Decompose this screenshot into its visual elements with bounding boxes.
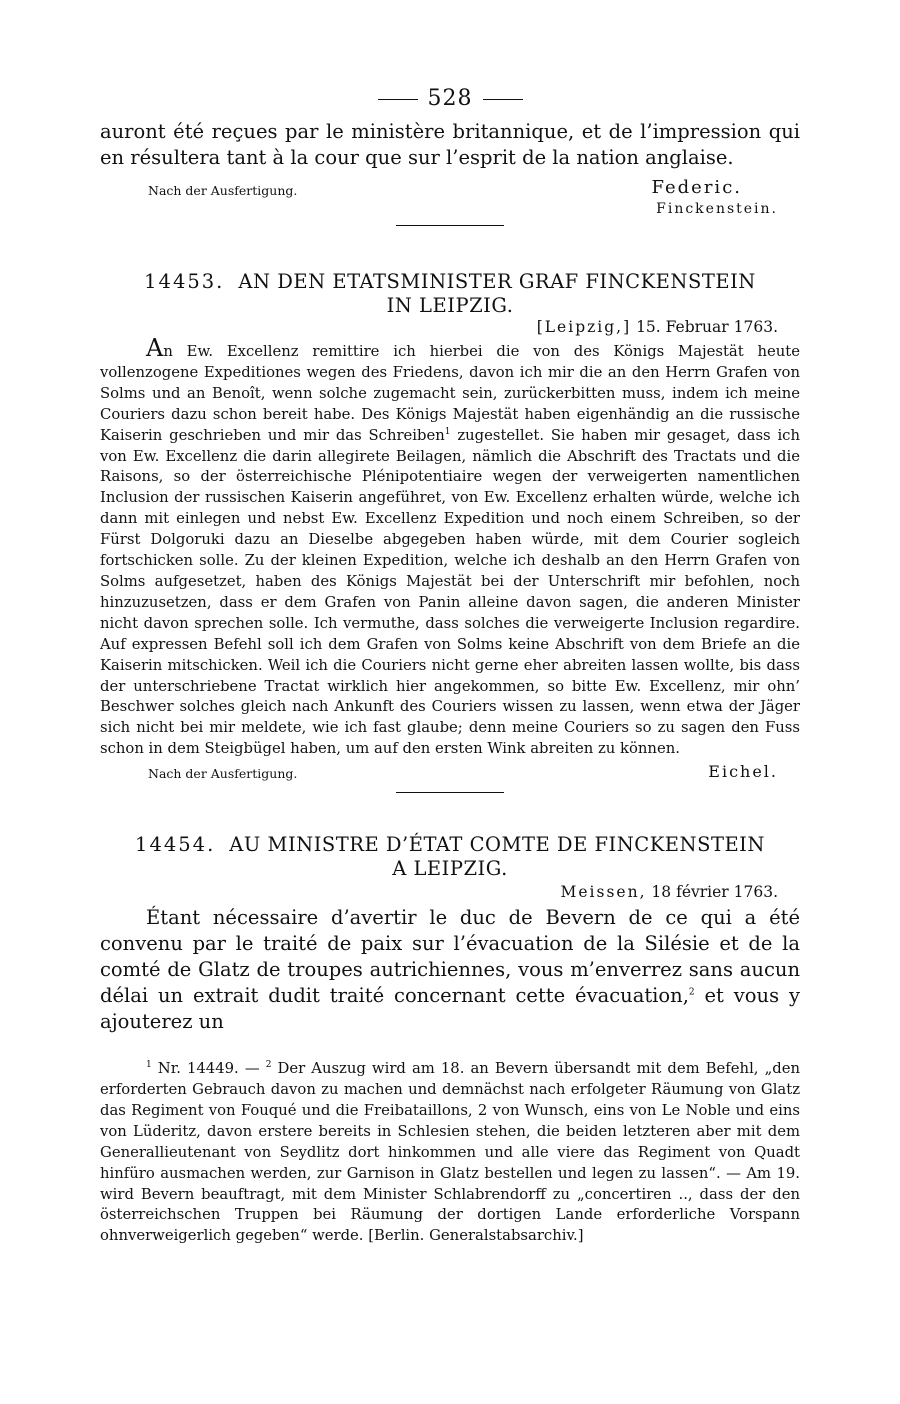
continuation-signer-1: Federic. — [651, 177, 742, 198]
continuation-signature-row — [100, 177, 800, 199]
page-number: 528 — [427, 86, 473, 111]
letter-14453 — [100, 270, 800, 793]
section-rule-2 — [396, 792, 504, 793]
header-dash-right — [483, 99, 523, 100]
footnote-ref-2: 2 — [688, 987, 695, 998]
header-dash-left — [378, 99, 418, 100]
letter-14453-signature-row — [100, 762, 800, 784]
page — [100, 86, 800, 1247]
page-header — [100, 86, 800, 111]
letter-14454-number: 14454. — [135, 833, 216, 857]
letter-14453-heading — [100, 270, 800, 294]
letter-14453-date: 15. Februar 1763. — [631, 318, 778, 336]
continuation-signer-2: Finckenstein. — [656, 201, 778, 217]
letter-14453-body-part-1: n Ew. Excellenz remittire ich hierbei die von des Königs Majestät heute vollenzogene Expeditiones wegen des Friedens, davon ich mir die an den Herrn Grafen von Solms und an Benoît, wenn solche zugemacht sein, zurückerbitten muss, indem ich meine Couriers dazu schon bereit habe. Des Königs Majestät haben eigenhändig an die russische Kaiserin geschrieben und mir das Schreiben — [100, 343, 800, 444]
letter-14453-date-place: [Leipzig,] — [536, 318, 632, 336]
continuation-paragraph: auront été reçues par le ministère britannique, et de l’impression qui en résultera tant à la cour que sur l’esprit de la nation anglaise. — [100, 120, 800, 169]
letter-14453-signer: Eichel. — [708, 762, 778, 782]
footnote-ref-1: 1 — [444, 426, 451, 437]
footnote-1-text: Nr. 14449. — — [151, 1060, 266, 1078]
footnote-mark-1: 1 — [146, 1060, 152, 1071]
letter-14454-body-part-2: et vous y ajouterez un — [100, 984, 800, 1034]
letter-14454-body-part-1: Étant nécessaire d’avertir le duc de Bevern de ce qui a été convenu par le traité de paix sur l’évacuation de la Silésie et de la comté de Glatz de troupes autrichiennes, vous m’enverrez sans aucun délai un extrait dudit traité concernant cette évacuation, — [100, 906, 800, 1008]
footnote-mark-2: 2 — [265, 1060, 272, 1071]
letter-14453-title-2: IN LEIPZIG. — [386, 294, 514, 317]
letter-14453-number: 14453. — [144, 270, 225, 293]
letter-14453-body-part-2: zugestellet. Sie haben mir gesaget, dass ich von Ew. Excellenz die darin allegirete Beilagen, nämlich die Abschrift des Tractats und die Raisons, so der österreichische Plénipotentiaire wegen der verweigerten namentlichen Inclusion der russischen Kaiserin angeführet, von Ew. Excellenz erhalten würde, welche ich dann mit einlegen und nebst Ew. Excellenz Expedition und noch einem Schreiben, so der Fürst Dolgoruki dazu an Dieselbe abgegeben haben würde, mit dem Courier sogleich fortschicken solle. Zu der kleinen Expedition, welche ich deshalb an den Herrn Grafen von Solms aufgesetzet, haben des Königs Majestät bei der Unterschrift mir befohlen, noch hinzuzusetzen, dass er dem Grafen von Panin alleine davon sagen, die anderen Minister nicht davon sprechen solle. Ich vermuthe, dass solches die verweigerte Inclusion regardire. Auf expressen Befehl soll ich dem Grafen von Solms keine Abschrift von dem Briefe an die Kaiserin mitschicken. Weil ich die Couriers nicht gerne eher abreiten lassen wollte, bis dass der unterschriebene Tractat wirklich hier angekommen, so bitte Ew. Excellenz, mir ohn’ Beschwer solches gleich nach Ankunft des Couriers wissen zu lassen, wenn etwa der Jäger sich nicht bei mir meldete, wie ich fast glaube; denn meine Couriers so zu sagen den Fuss schon in dem Steigbügel haben, um auf den ersten Wink abreiten zu können. — [100, 426, 800, 758]
continuation-source-note: Nach der Ausfertigung. — [148, 183, 298, 198]
letter-14453-body — [100, 334, 800, 760]
footnotes — [100, 1059, 800, 1247]
letter-14453-initial: A — [146, 334, 164, 362]
letter-14454-heading — [100, 833, 800, 857]
letter-14453-source-note: Nach der Ausfertigung. — [148, 766, 298, 782]
footnote-2-text: Der Auszug wird am 18. an Bevern übersandt mit dem Befehl, „den erforderten Gebrauch davon zu machen und demnächst nach erfolgeter Räumung von Glatz das Regiment von Fouqué und die Freibataillons, 2 von Wunsch, eins von Le Noble und eins von Lüderitz, davon erstere bereits in Schlesien stehen, die beiden letzteren aber mit dem Generallieutenant von Seydlitz dort hinkommen und alle viere das Regiment von Quadt hinfüro ausmachen werden, zur Garnison in Glatz bestellen und legen zu lassen“. — Am 19. wird Bevern beauftragt, mit dem Minister Schlabrendorff zu „concertiren .., dass der den österreichschen Truppen bei Räumung der dortigen Lande erforderliche Vorspann ohnverweigerlich gegeben“ werde. [Berlin. Generalstabsarchiv.] — [100, 1060, 800, 1245]
letter-14454 — [100, 833, 800, 1035]
letter-14453-title-1: AN DEN ETATSMINISTER GRAF FINCKENSTEIN — [238, 270, 756, 293]
letter-14453-dateline — [100, 318, 800, 336]
letter-14454-body — [100, 905, 800, 1035]
letter-14454-title-1: AU MINISTRE D’ÉTAT COMTE DE FINCKENSTEIN — [229, 833, 765, 857]
letter-14454-date: 18 février 1763. — [646, 883, 778, 902]
section-rule-1 — [396, 225, 504, 226]
letter-14454-date-place: Meissen, — [560, 883, 647, 902]
letter-14454-dateline — [100, 883, 800, 901]
letter-14454-title-2: A LEIPZIG. — [392, 857, 508, 881]
